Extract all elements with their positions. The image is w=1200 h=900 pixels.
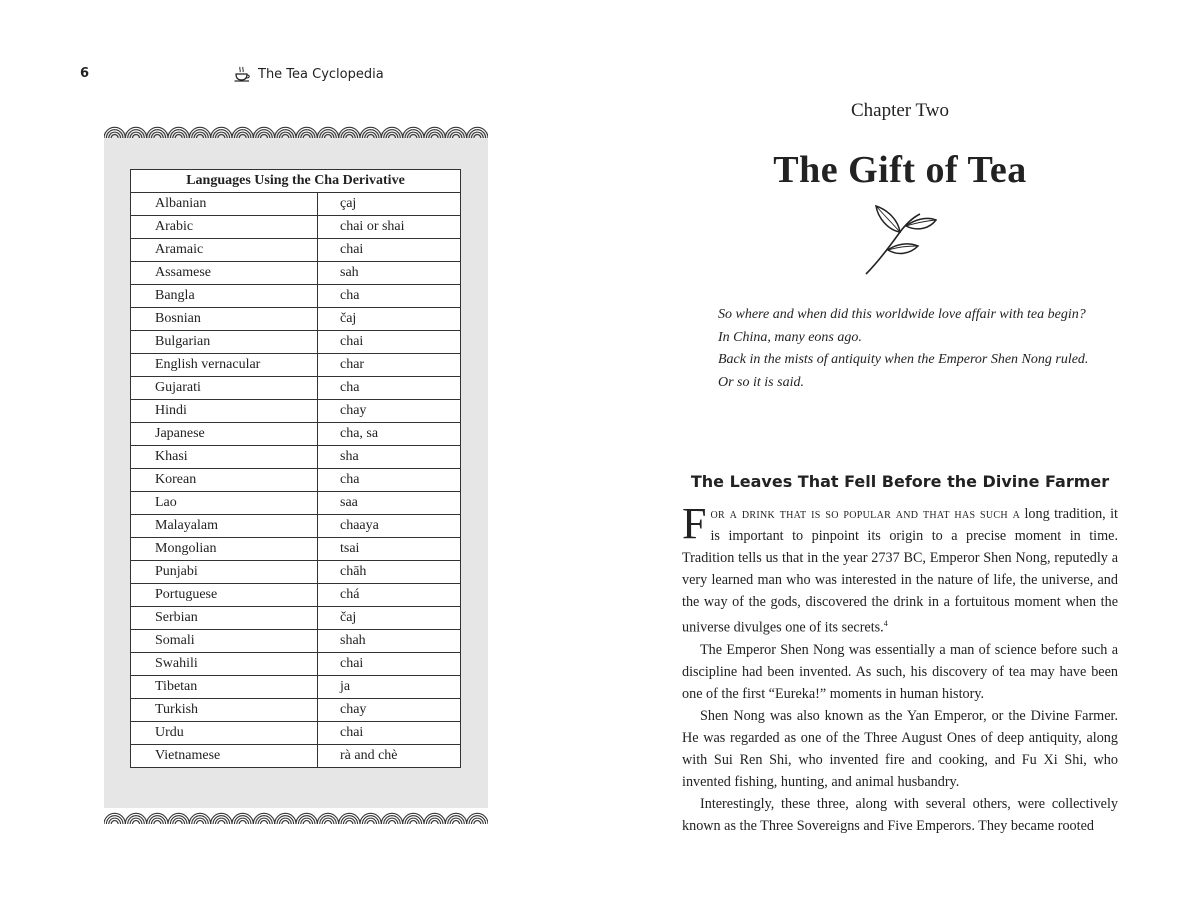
tea-word-cell: čaj: [318, 308, 461, 331]
table-row: [131, 469, 461, 492]
language-cell: Khasi: [131, 446, 318, 469]
language-cell: Arabic: [131, 216, 318, 239]
table-row: [131, 423, 461, 446]
table-row: [131, 745, 461, 768]
language-cell: Punjabi: [131, 561, 318, 584]
epigraph-line: Back in the mists of antiquity when the Emperor Shen Nong ruled.: [718, 352, 1089, 367]
tea-word-cell: shah: [318, 630, 461, 653]
table-row: [131, 331, 461, 354]
table-row: [131, 676, 461, 699]
language-cell: Somali: [131, 630, 318, 653]
section-heading: The Leaves That Fell Before the Divine Farmer: [690, 472, 1110, 491]
language-cell: Bulgarian: [131, 331, 318, 354]
tea-word-cell: ja: [318, 676, 461, 699]
table-row: [131, 239, 461, 262]
language-cell: Turkish: [131, 699, 318, 722]
running-header: [234, 66, 384, 82]
tea-word-cell: chai: [318, 331, 461, 354]
chapter-title: The Gift of Tea: [773, 149, 1027, 191]
language-cell: Portuguese: [131, 584, 318, 607]
language-cell: Hindi: [131, 400, 318, 423]
teacup-icon: [234, 66, 252, 82]
language-cell: Serbian: [131, 607, 318, 630]
tea-word-cell: chá: [318, 584, 461, 607]
table-row: [131, 699, 461, 722]
book-title: The Tea Cyclopedia: [258, 66, 384, 82]
paragraph: Shen Nong was also known as the Yan Emperor, or the Divine Farmer. He was regarded as one of the Three August Ones of deep antiquity, along with Sui Ren Shi, who invented fire and cooking, and Fu Xi Shi, who invented fishing, hunting, and animal husbandry.: [682, 707, 1118, 790]
smallcaps-lead: or a drink that is so popular and that has such a: [710, 506, 1021, 522]
language-cell: Mongolian: [131, 538, 318, 561]
table-row: [131, 216, 461, 239]
table-row: [131, 285, 461, 308]
tea-word-cell: chāh: [318, 561, 461, 584]
page-number: 6: [80, 66, 90, 81]
tea-word-cell: cha, sa: [318, 423, 461, 446]
tea-leaf-icon: [860, 202, 940, 278]
tea-word-cell: chai: [318, 653, 461, 676]
table-body: [131, 193, 461, 768]
epigraph: [718, 304, 1118, 394]
tea-word-cell: cha: [318, 469, 461, 492]
language-cell: Aramaic: [131, 239, 318, 262]
tea-word-cell: cha: [318, 285, 461, 308]
table-row: [131, 515, 461, 538]
language-cell: Assamese: [131, 262, 318, 285]
tea-word-cell: char: [318, 354, 461, 377]
footnote-marker: 4: [883, 619, 888, 628]
paragraph-text: long tradition, it is important to pinpoint its origin to a precise moment in time. Tradition tells us that in the year 2737 BC, Emperor Shen Nong, reputedly a very learned man who was interested in the nature of life, the universe, and the way of the gods, discovered the drink in a fortuitous moment when the universe divulges one of its secrets.: [682, 506, 1118, 636]
sidebar-box: [104, 114, 488, 826]
language-cell: Swahili: [131, 653, 318, 676]
paragraph: Interestingly, these three, along with several others, were collectively known as the Three Sovereigns and Five Emperors. They became rooted: [682, 795, 1118, 834]
table-row: [131, 653, 461, 676]
table-header-row: [131, 170, 461, 193]
tea-word-cell: sha: [318, 446, 461, 469]
language-cell: Malayalam: [131, 515, 318, 538]
tea-word-cell: sah: [318, 262, 461, 285]
tea-word-cell: chay: [318, 699, 461, 722]
table-row: [131, 630, 461, 653]
table-row: [131, 607, 461, 630]
table-row: [131, 492, 461, 515]
tea-word-cell: rà and chè: [318, 745, 461, 768]
paragraph: The Emperor Shen Nong was essentially a man of science before such a discipline had been invented. As such, his discovery of tea may have been one of the first “Eureka!” moments in human history.: [682, 641, 1118, 702]
body-text: [682, 499, 1118, 837]
table-row: [131, 538, 461, 561]
tea-word-cell: cha: [318, 377, 461, 400]
tea-word-cell: čaj: [318, 607, 461, 630]
tea-word-cell: tsai: [318, 538, 461, 561]
tea-word-cell: çaj: [318, 193, 461, 216]
language-cell: Bangla: [131, 285, 318, 308]
language-cell: Lao: [131, 492, 318, 515]
tea-word-cell: chaaya: [318, 515, 461, 538]
table-row: [131, 354, 461, 377]
language-cell: Bosnian: [131, 308, 318, 331]
table-row: [131, 722, 461, 745]
tea-word-cell: chai or shai: [318, 216, 461, 239]
paragraph: [682, 499, 1118, 639]
scallop-border-top: [104, 114, 488, 140]
table-row: [131, 377, 461, 400]
language-cell: Albanian: [131, 193, 318, 216]
language-cell: Korean: [131, 469, 318, 492]
table-row: [131, 446, 461, 469]
tea-word-cell: saa: [318, 492, 461, 515]
table-row: [131, 400, 461, 423]
language-cell: Japanese: [131, 423, 318, 446]
drop-cap: F: [682, 499, 707, 548]
epigraph-line: So where and when did this worldwide love affair with tea begin?: [718, 307, 1086, 322]
table-row: [131, 584, 461, 607]
scallop-border-bottom: [104, 800, 488, 826]
language-cell: Gujarati: [131, 377, 318, 400]
tea-word-cell: chai: [318, 239, 461, 262]
language-cell: Vietnamese: [131, 745, 318, 768]
table-row: [131, 193, 461, 216]
chapter-label: Chapter Two: [850, 100, 950, 121]
language-cell: Urdu: [131, 722, 318, 745]
table-title: Languages Using the Cha Derivative: [131, 170, 461, 193]
epigraph-line: In China, many eons ago.: [718, 329, 862, 345]
table-row: [131, 308, 461, 331]
table-row: [131, 262, 461, 285]
tea-word-cell: chay: [318, 400, 461, 423]
languages-table: [130, 169, 461, 768]
language-cell: English vernacular: [131, 354, 318, 377]
tea-word-cell: chai: [318, 722, 461, 745]
table-row: [131, 561, 461, 584]
epigraph-line: Or so it is said.: [718, 374, 804, 390]
language-cell: Tibetan: [131, 676, 318, 699]
